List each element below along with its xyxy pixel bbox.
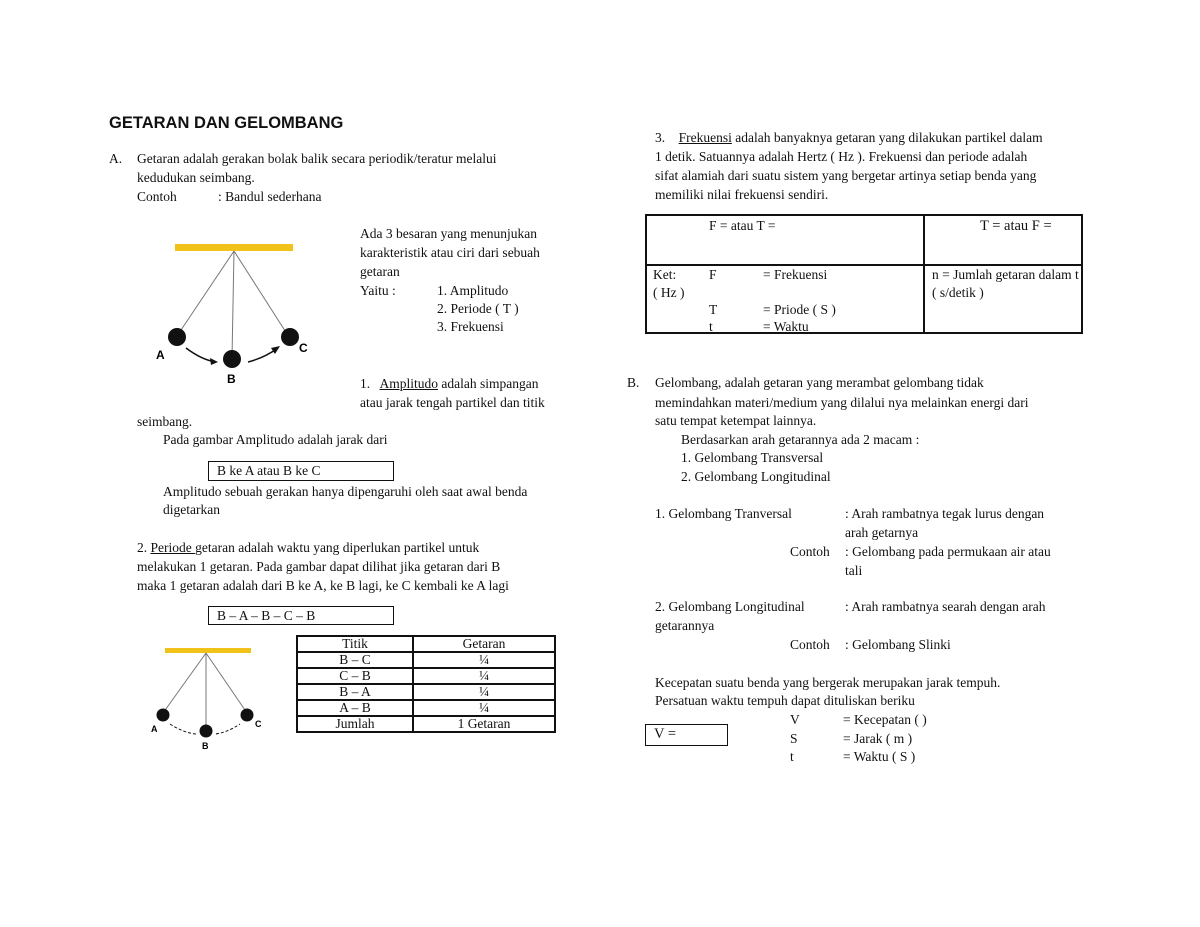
transversal-contoh2: tali [845,563,863,578]
kecepatan-t-sym: t [790,749,794,764]
formula-table [645,214,1083,334]
legend-f-sym: F [709,267,717,282]
table-cell: 1 Getaran [413,716,555,732]
legend-ket: Ket: [653,267,677,282]
table-row [297,652,555,668]
transversal-desc1: : Arah rambatnya tegak lurus dengan [845,506,1045,521]
table-row [297,668,555,684]
besaran-line2: karakteristik atau ciri dari sebuah [360,245,540,260]
frekuensi-line2: 1 detik. Satuannya adalah Hertz ( Hz ). Frekuensi dan periode adalah [655,149,1028,164]
legend-left-cell [646,265,924,333]
amplitudo-line6: digetarkan [163,502,220,517]
besaran-yaitu: Yaitu : [360,283,396,298]
section-b-line3: satu tempat ketempat lainnya. [655,413,817,428]
amplitudo-line5: Amplitudo sebuah gerakan hanya dipengaruhi oleh saat awal benda [163,484,528,499]
table-cell: C – B [297,668,413,684]
table-cell: ¼ [413,684,555,700]
amplitudo-num: 1. [360,376,371,391]
pendulum-string-a [177,251,234,336]
table-header-cell: Getaran [413,636,555,652]
kecepatan-s-desc: = Jarak ( m ) [843,731,913,746]
contoh-value: : Bandul sederhana [218,189,322,204]
table-cell: A – B [297,700,413,716]
legend-t2-desc: = Waktu [763,319,809,334]
longitudinal-label2: getarannya [655,618,715,633]
pendulum-small-label-a: A [151,724,158,734]
pendulum-small-label-c: C [255,719,262,729]
pendulum-small-arrow-left [170,724,196,734]
pendulum-label-b: B [227,372,236,386]
section-a-line2: kedudukan seimbang. [137,170,255,185]
table-cell: ¼ [413,700,555,716]
section-b-line2: memindahkan materi/medium yang dilalui nya melainkan energi dari [655,395,1029,410]
transversal-contoh1: : Gelombang pada permukaan air atau [845,544,1051,559]
amplitudo-term: Amplitudo [379,376,439,391]
legend-right-cell [924,265,1082,333]
table-cell: ¼ [413,668,555,684]
kecepatan-t-desc: = Waktu ( S ) [843,749,916,764]
pendulum-small-string-c [206,653,247,713]
periode-num: 2. [137,540,151,555]
section-b-line4: Berdasarkan arah getarannya ada 2 macam : [681,432,920,447]
legend-t2-sym: t [709,319,713,334]
table-row [297,716,555,732]
table-cell: B – C [297,652,413,668]
legend-t-desc: = Priode ( S ) [763,302,836,317]
besaran-item-1: 1. Amplitudo [437,283,509,298]
frekuensi-line3: sifat alamiah dari suatu sistem yang bergetar artinya setiap benda yang [655,168,1037,183]
kecepatan-line1: Kecepatan suatu benda yang bergerak merupakan jarak tempuh. [655,675,1001,690]
table-cell: ¼ [413,652,555,668]
pendulum-bob-b [223,350,241,368]
section-a-line1: Getaran adalah gerakan bolak balik secara periodik/teratur melalui [137,151,497,166]
periode-line1 [137,539,479,557]
pendulum-small-bob-a [157,709,170,722]
pendulum-small-bob-b [200,725,213,738]
legend-f-desc: = Frekuensi [763,267,828,282]
periode-line2: melakukan 1 getaran. Pada gambar dapat dilihat jika getaran dari B [137,559,501,574]
frekuensi-num: 3. [655,130,666,145]
table-row [297,700,555,716]
periode-sequence-box: B – A – B – C – B [208,606,394,625]
frekuensi-rest: adalah banyaknya getaran yang dilakukan partikel dalam [731,130,1043,145]
formula-row [646,215,1082,265]
amplitudo-answer-box: B ke A atau B ke C [208,461,394,481]
legend-hz: ( Hz ) [653,285,685,300]
longitudinal-desc1: : Arah rambatnya searah dengan arah [845,599,1046,614]
pendulum-figure-small [148,645,268,755]
section-b-item1: 1. Gelombang Transversal [681,450,824,465]
pendulum-small-string-a [163,653,206,713]
amplitudo-line2: atau jarak tengah partikel dan titik [360,395,545,410]
section-b-line1: Gelombang, adalah getaran yang merambat gelombang tidak [655,375,984,390]
periode-line3: maka 1 getaran adalah dari B ke A, ke B lagi, ke C kembali ke A lagi [137,578,509,593]
table-header-cell: Titik [297,636,413,652]
table-row [297,684,555,700]
amplitudo-line1 [360,375,539,393]
pendulum-string-c [234,251,289,337]
pendulum-string-b [232,251,234,358]
pendulum-bob-a [168,328,186,346]
transversal-desc2: arah getarnya [845,525,919,540]
contoh-label: Contoh [137,189,177,204]
table-header-row [297,636,555,652]
amplitudo-line3: seimbang. [137,414,193,429]
transversal-contoh-label: Contoh [790,544,830,559]
legend-row [646,265,1082,333]
longitudinal-label: 2. Gelombang Longitudinal [655,599,805,614]
kecepatan-v-sym: V [790,712,800,727]
besaran-line3: getaran [360,264,400,279]
kecepatan-line2: Persatuan waktu tempuh dapat dituliskan beriku [655,693,915,708]
f-formula-cell: F = atau T = [646,215,924,265]
periode-rest: getaran adalah waktu yang diperlukan partikel untuk [195,540,480,555]
periode-term: Periode [150,540,196,555]
longitudinal-contoh-label: Contoh [790,637,830,652]
legend-t-sym: T [709,302,718,317]
legend-n-unit: ( s/detik ) [932,285,984,300]
besaran-item-2: 2. Periode ( T ) [437,301,519,316]
pendulum-small-bob-c [241,709,254,722]
table-cell: Jumlah [297,716,413,732]
frekuensi-line1 [655,129,1043,147]
pendulum-support-bar [175,244,293,251]
pendulum-small-support-bar [165,648,251,653]
frekuensi-term: Frekuensi [678,130,732,145]
pendulum-label-c: C [299,341,308,355]
pendulum-bob-c [281,328,299,346]
velocity-formula-box: V = [645,724,728,746]
amplitudo-rest: adalah simpangan [438,376,539,391]
section-b-item2: 2. Gelombang Longitudinal [681,469,831,484]
section-a-letter: A. [109,151,123,166]
besaran-item-3: 3. Frekuensi [437,319,504,334]
amplitudo-line4: Pada gambar Amplitudo adalah jarak dari [163,432,388,447]
page-title: GETARAN DAN GELOMBANG [109,114,344,132]
pendulum-small-label-b: B [202,741,209,751]
pendulum-figure-large [150,238,320,388]
kecepatan-s-sym: S [790,731,798,746]
pendulum-label-a: A [156,348,165,362]
frekuensi-line4: memiliki nilai frekuensi sendiri. [655,187,829,202]
kecepatan-v-desc: = Kecepatan ( ) [843,712,927,727]
section-b-letter: B. [627,375,640,390]
table-cell: B – A [297,684,413,700]
longitudinal-contoh1: : Gelombang Slinki [845,637,951,652]
t-formula-cell: T = atau F = [924,215,1082,265]
pendulum-small-arrow-right [216,724,240,734]
transversal-label: 1. Gelombang Tranversal [655,506,792,521]
titik-getaran-table [296,635,556,733]
legend-n-desc: n = Jumlah getaran dalam t [932,267,1079,282]
besaran-line1: Ada 3 besaran yang menunjukan [360,226,537,241]
